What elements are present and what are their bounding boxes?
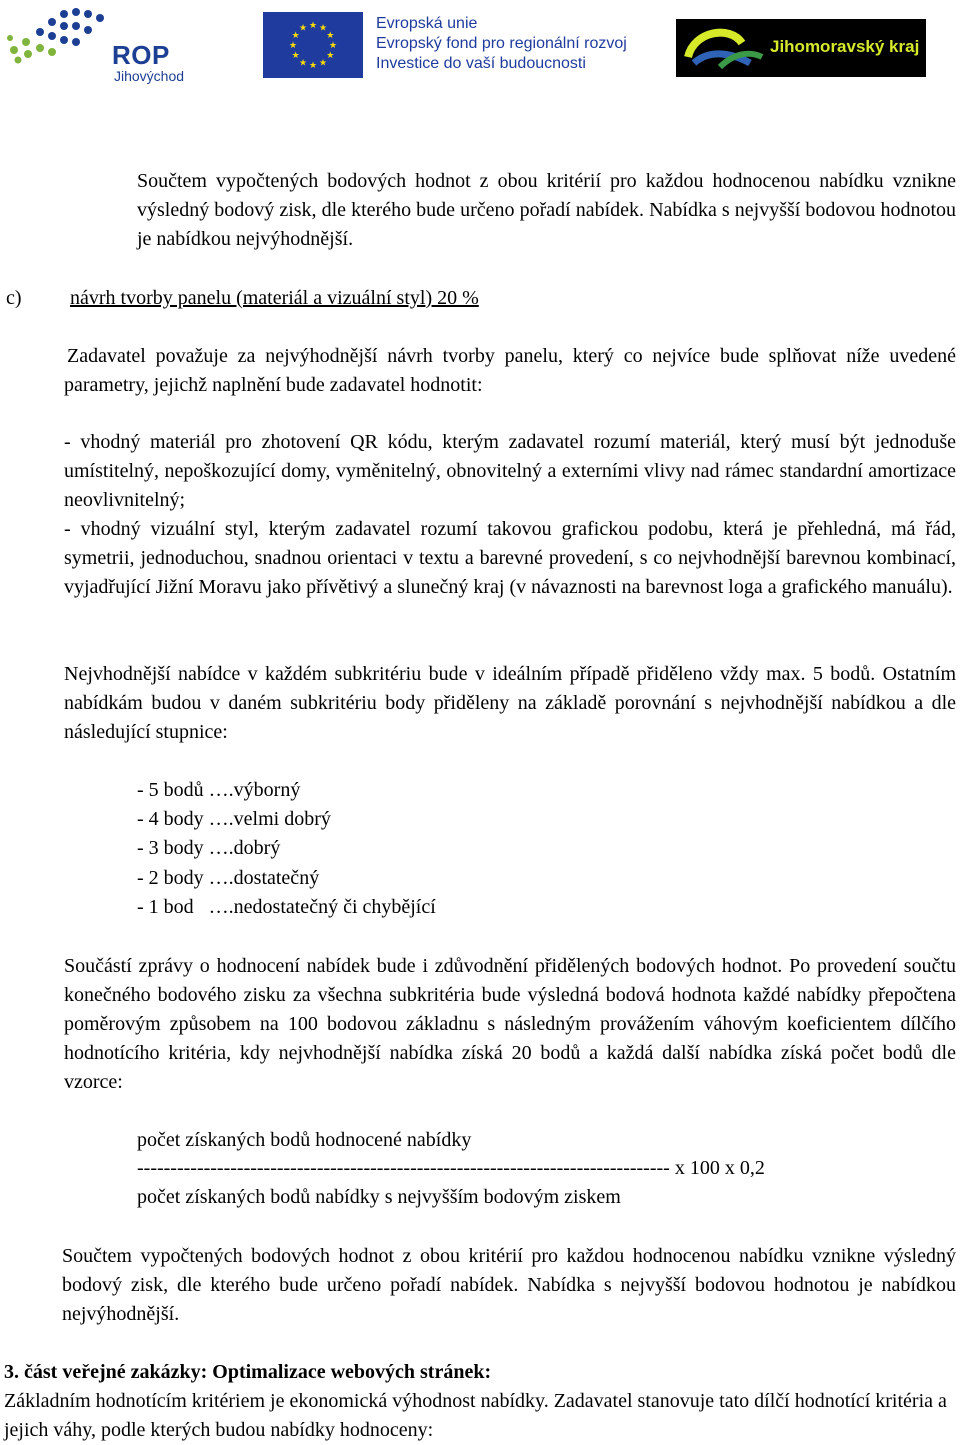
eu-flag-icon xyxy=(263,12,363,78)
closing-paragraph: Součtem vypočtených bodových hodnot z obou kritérií pro každou hodnocenou nabídku vznikne výsledný bodový zisk, dle kterého bude určeno pořadí nabídek. Nabídka s nejvyšší bodovou hodnotou je nabídkou nejvýhodnější. xyxy=(62,1245,956,1325)
region-name: Jihomoravský kraj xyxy=(770,37,920,56)
rop-subtitle: Jihovýchod xyxy=(114,68,185,84)
part3-heading: 3. část veřejné zakázky: Optimalizace webových stránek: xyxy=(4,1361,492,1383)
eu-star-icon: ★ xyxy=(326,50,335,60)
scale-item: - 4 body ….velmi dobrý xyxy=(137,808,331,830)
eu-line: Evropská unie xyxy=(376,15,478,32)
report-paragraph: Součástí zprávy o hodnocení nabídek bude i zdůvodnění přidělených bodových hodnot. Po provedení součtu konečného bodového zisku za všechna subkritéria bude výsledná bodová hodnota každé nabídky přepočtena poměrovým způsobem na 100 bodovou základnu s následným provážením váhovým koeficientem dílčího hodnotícího kritéria, kdy nejvhodnější nabídka získá 20 bodů a každá další nabídka získá počet bodů dle vzorce: xyxy=(64,955,956,1093)
eu-star-icon: ★ xyxy=(298,22,308,33)
eu-star-icon: ★ xyxy=(318,22,328,33)
scale-item: - 2 body ….dostatečný xyxy=(137,867,320,889)
eu-text xyxy=(376,14,627,74)
eu-star-icon: ★ xyxy=(291,30,300,40)
criterion-material: - vhodný materiál pro zhotovení QR kódu, kterým zadavatel rozumí materiál, který musí být jednoduše umístitelný, nepoškozující domy, vyměnitelný, obnovitelný a externími vlivy nad rámec standardní amortizace neovlivnitelný; xyxy=(64,431,956,511)
formula-divider: -------------------------------------------------------------------------------- x 100 x 0,2 xyxy=(137,1157,765,1179)
formula-denominator: počet získaných bodů nabídky s nejvyšším bodovým ziskem xyxy=(137,1186,621,1208)
eu-line: Investice do vaší budoucnosti xyxy=(376,55,586,72)
eu-star-icon: ★ xyxy=(291,50,300,60)
eu-star-icon: ★ xyxy=(308,20,318,30)
criteria-intro: Zadavatel považuje za nejvýhodnější návrh tvorby panelu, který co nejvíce bude splňovat níže uvedené parametry, jejichž naplnění bude zadavatel hodnotit: xyxy=(64,345,956,396)
rop-logo xyxy=(4,6,204,84)
eu-star-icon: ★ xyxy=(288,40,298,50)
intro-paragraph: Součtem vypočtených bodových hodnot z obou kritérií pro každou hodnocenou nabídku vznikne výsledný bodový zisk, dle kterého bude určeno pořadí nabídek. Nabídka s nejvyšší bodovou hodnotou je nabídkou nejvýhodnější. xyxy=(137,170,956,250)
section-c-title: návrh tvorby panelu (materiál a vizuální styl) 20 % xyxy=(70,287,479,309)
scale-intro: Nejvhodnější nabídce v každém subkritériu bude v ideálním případě přiděleno vždy max. 5 bodů. Ostatním nabídkám budou v daném subkritériu body přiděleny na základě porovnání s nejvhodnější nabídkou a dle následující stupnice: xyxy=(64,663,956,743)
scale-item: - 5 bodů ….výborný xyxy=(137,779,301,801)
eu-line: Evropský fond pro regionální rozvoj xyxy=(376,35,627,52)
scale-item: - 1 bod ….nedostatečný či chybějící xyxy=(137,896,436,918)
logo-header xyxy=(0,0,960,90)
eu-star-icon: ★ xyxy=(328,40,338,50)
scale-item: - 3 body ….dobrý xyxy=(137,837,281,859)
jmk-emblem-icon xyxy=(680,23,766,73)
section-c-marker: c) xyxy=(6,287,22,309)
formula-numerator: počet získaných bodů hodnocené nabídky xyxy=(137,1129,472,1151)
rop-dots-icon xyxy=(4,6,108,66)
eu-star-icon: ★ xyxy=(308,60,318,70)
eu-star-icon: ★ xyxy=(326,30,335,40)
rop-title: ROP xyxy=(112,40,170,70)
part3-text: Základním hodnotícím kritériem je ekonomická výhodnost nabídky. Zadavatel stanovuje tato dílčí hodnotící kritéria a jejich váhy, podle kterých budou nabídky hodnoceny: xyxy=(4,1390,947,1441)
criterion-visual-style: - vhodný vizuální styl, kterým zadavatel rozumí takovou grafickou podobu, která je přehledná, má řád, symetrii, jednoduchou, snadnou orientaci v textu a barevné provedení, s co nejvhodnější barevnou kombinací, vyjadřující Jižní Moravu jako přívětivý a slunečný kraj (v návaznosti na barevnost loga a grafického manuálu). xyxy=(64,518,956,598)
eu-star-icon: ★ xyxy=(318,57,328,68)
eu-star-icon: ★ xyxy=(298,57,308,68)
jmk-logo xyxy=(676,19,926,77)
